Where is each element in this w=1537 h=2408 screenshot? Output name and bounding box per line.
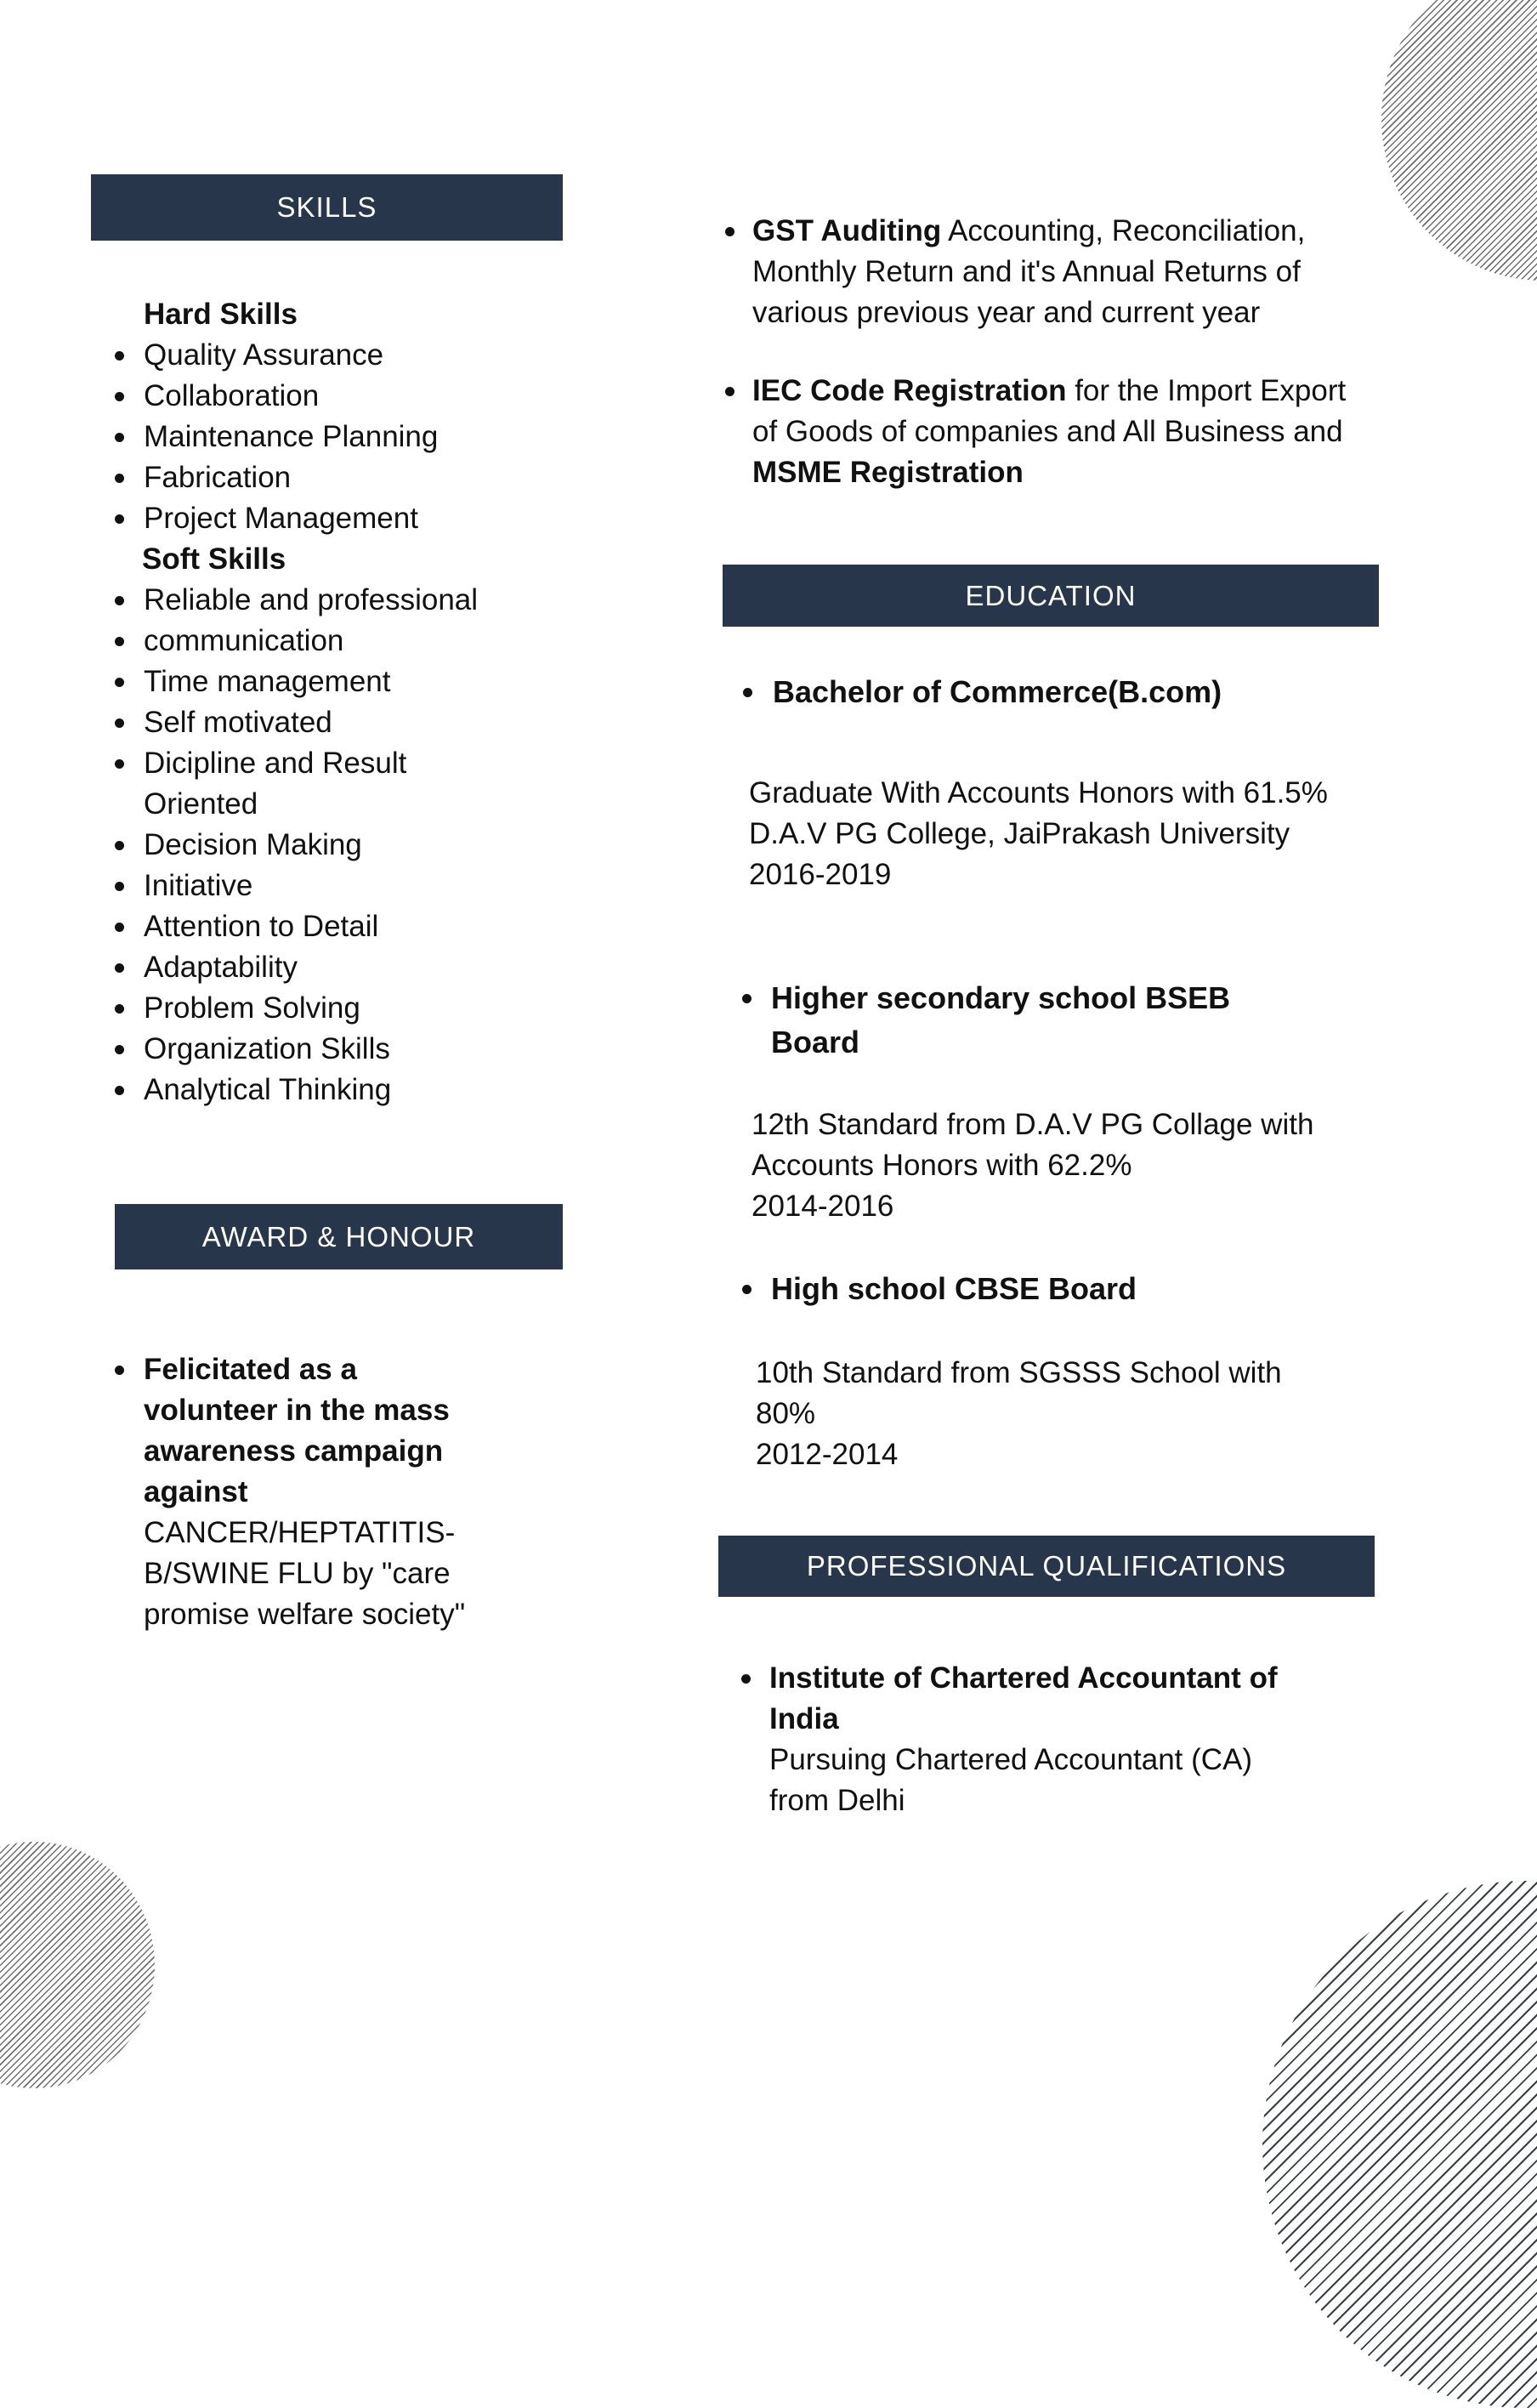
list-item: Project Management (144, 498, 478, 539)
gst-detail-line: Monthly Return and it's Annual Returns of (752, 255, 1301, 288)
bullet-icon (115, 392, 124, 401)
education-entry-details: 10th Standard from SGSSS School with 80% 2012-2014 (756, 1356, 1282, 1471)
list-item: Self motivated (144, 702, 478, 743)
hatched-circle-decoration-bottom-left (0, 1842, 155, 2088)
hatched-circle-decoration-top-right (1381, 0, 1537, 281)
award-title-line: Felicitated as a (144, 1353, 357, 1386)
skills-section (144, 294, 478, 1110)
bullet-icon (115, 678, 124, 687)
education-entry-title: High school CBSE Board (771, 1269, 1137, 1309)
bullet-icon (115, 718, 124, 728)
education-heading: EDUCATION (965, 579, 1137, 611)
award-header (115, 1204, 563, 1269)
bullet-icon (115, 841, 124, 850)
list-item: Attention to Detail (144, 906, 478, 947)
bullet-icon (725, 227, 734, 236)
bullet-icon (115, 923, 124, 932)
bullet-icon (741, 1674, 751, 1684)
education-entry-title: Bachelor of Commerce(B.com) (773, 672, 1222, 713)
gst-detail-line: various previous year and current year (752, 296, 1261, 329)
list-item: Reliable and professional (144, 580, 478, 621)
bullet-icon (725, 387, 734, 396)
hatched-circle-decoration-bottom-right (1262, 1881, 1537, 2408)
list-item: Maintenance Planning (144, 417, 478, 457)
skills-header (91, 174, 563, 241)
hard-skills-title: Hard Skills (144, 298, 298, 331)
list-item: communication (144, 621, 478, 662)
list-item: Organization Skills (144, 1029, 478, 1070)
bullet-icon (115, 963, 124, 973)
bullet-icon (115, 637, 124, 646)
qualification-entry (769, 1658, 1278, 1821)
award-detail-line: promise welfare society" (144, 1598, 466, 1631)
bullet-icon (115, 433, 124, 442)
list-item: Decision Making (144, 825, 478, 866)
bullet-icon (115, 351, 124, 361)
list-item: Initiative (144, 866, 478, 906)
award-title-line: volunteer in the mass (144, 1394, 450, 1427)
qualifications-header (718, 1536, 1375, 1597)
education-entry-details: Graduate With Accounts Honors with 61.5% D.A.V PG College, JaiPrakash University 2016-2019 (749, 776, 1328, 891)
list-item: Fabrication (144, 457, 478, 498)
gst-title: GST Auditing (752, 214, 942, 247)
list-item: Collaboration (144, 376, 478, 417)
bullet-icon (115, 596, 124, 605)
bullet-icon (115, 474, 124, 483)
iec-registration-entry: IEC Code Registration for the Import Export of Goods of companies and All Business and MSME Registration (752, 371, 1346, 493)
list-item: Quality Assurance (144, 335, 478, 376)
list-item-continuation: Oriented (144, 787, 258, 821)
award-title-line: awareness campaign (144, 1434, 444, 1468)
list-item: Dicipline and Result (144, 743, 478, 784)
education-entry-details: 12th Standard from D.A.V PG Collage with Accounts Honors with 62.2% 2014-2016 (751, 1108, 1314, 1223)
qualification-detail-line: Pursuing Chartered Accountant (CA) (769, 1743, 1253, 1776)
bullet-icon (115, 514, 124, 524)
list-item: Problem Solving (144, 988, 478, 1029)
bullet-icon (743, 688, 752, 697)
bullet-icon (115, 1366, 124, 1375)
bullet-icon (115, 1004, 124, 1014)
award-detail-line: B/SWINE FLU by "care (144, 1557, 451, 1590)
soft-skills-title: Soft Skills (142, 542, 286, 576)
bullet-icon (115, 882, 124, 891)
bullet-icon (115, 1045, 124, 1054)
award-heading: AWARD & HONOUR (201, 1220, 476, 1252)
iec-detail-line: of Goods of companies and All Business and (752, 415, 1343, 448)
msme-title: MSME Registration (752, 456, 1024, 489)
award-title-line: against (144, 1475, 248, 1508)
award-detail-line: CANCER/HEPTATITIS- (144, 1516, 456, 1549)
bullet-icon (115, 1086, 124, 1095)
qualification-title-line: India (769, 1702, 839, 1735)
bullet-icon (742, 1285, 751, 1294)
qualification-detail-line: from Delhi (769, 1784, 905, 1817)
qualification-title-line: Institute of Chartered Accountant of (769, 1661, 1278, 1695)
hard-skills-list (144, 335, 478, 539)
list-item: Adaptability (144, 947, 478, 988)
bullet-icon (742, 994, 751, 1003)
education-header (723, 565, 1379, 627)
skills-heading: SKILLS (276, 191, 377, 223)
bullet-icon (115, 759, 124, 769)
qualifications-heading: PROFESSIONAL QUALIFICATIONS (806, 1550, 1287, 1582)
list-item: Analytical Thinking (144, 1070, 478, 1110)
gst-auditing-entry: GST Auditing Accounting, Reconciliation, Monthly Return and it's Annual Returns of various previous year and current year (752, 211, 1305, 333)
list-item: Time management (144, 662, 478, 702)
award-entry (144, 1349, 465, 1635)
iec-title: IEC Code Registration (752, 374, 1067, 407)
education-entry-title: Higher secondary school BSEB Board (771, 976, 1230, 1065)
soft-skills-list (144, 580, 478, 1110)
